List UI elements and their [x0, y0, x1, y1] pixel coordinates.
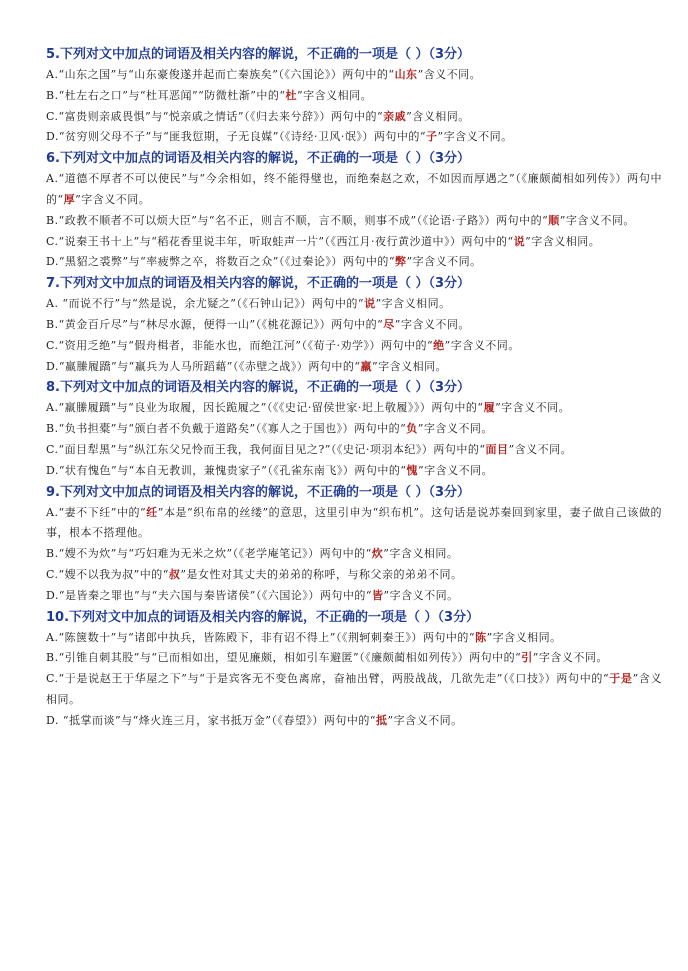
answer-option [46, 65, 662, 86]
highlighted-keyword: 说 [513, 234, 526, 248]
highlighted-keyword: 叔 [168, 567, 181, 581]
option-text-end: ”字含义不同。 [559, 213, 635, 227]
highlighted-keyword: 负 [406, 422, 418, 436]
highlighted-keyword: 山东 [394, 68, 418, 81]
option-text: B.“政教不顺者不可以烦大臣”与“名不正，则言不顺，言不顺，则事不成”（《论语·子路》）两句中的“ [46, 213, 549, 227]
answer-option [46, 440, 662, 461]
option-text-end: ”字含义不同。 [418, 463, 494, 477]
option-text-end: ”字含义不同。 [495, 401, 571, 415]
answer-option [46, 315, 662, 336]
question-block [46, 377, 662, 481]
option-text-end: ”字含义相同。 [486, 630, 562, 644]
highlighted-keyword: 履 [483, 401, 496, 415]
highlighted-keyword: 抵 [376, 713, 388, 727]
option-text: A.“道德不厚者不可以使民”与“今余相如，终不能得璧也，而绝秦赵之欢，不如因而厚遇之”（《廉颇蔺相如列传》）两句中的“ [46, 172, 662, 206]
answer-option [46, 252, 662, 273]
option-text: A.“山东之国”与“山东豪俊遂并起而亡秦族矣”（《六国论》）两句中的“ [46, 68, 395, 81]
answer-option [46, 336, 662, 357]
highlighted-keyword: 引 [521, 651, 533, 665]
highlighted-keyword: 于是 [609, 672, 633, 686]
option-text-end: ”字含义不同。 [444, 338, 520, 352]
answer-option [46, 628, 662, 649]
question-block [46, 148, 662, 273]
option-text: B.“黄金百斤尽”与“林尽水源，便得一山”（《桃花源记》）两句中的“ [46, 317, 384, 331]
answer-option [46, 294, 662, 315]
highlighted-keyword: 绝 [433, 338, 445, 352]
answer-option [46, 127, 662, 148]
answer-option [46, 711, 662, 732]
question-block [46, 607, 662, 732]
highlighted-keyword: 亲戚 [383, 109, 407, 123]
question-title: 8.下列对文中加点的词语及相关内容的解说，不正确的一项是（ ）（3分） [46, 380, 471, 396]
option-text: D.“贫穷则父母不子”与“匪我愆期，子无良媒”（《诗经·卫风·氓》）两句中的“ [46, 130, 427, 144]
highlighted-keyword: 羸 [360, 359, 373, 373]
question-title: 6.下列对文中加点的词语及相关内容的解说，不正确的一项是（ ）（3分） [46, 151, 471, 167]
answer-option [46, 398, 662, 419]
option-text-end: ”字含义不同。 [406, 255, 482, 269]
option-text: D. “抵掌而谈”与“烽火连三月，家书抵万金”（《春望》）两句中的“ [46, 713, 377, 727]
option-text: C.“于是说赵王于华屋之下”与“于是宾客无不变色离席，奋袖出臂，两股战战，几欲先走”（《口技》）两句中的“ [46, 672, 610, 686]
option-text: C.“嫂不以我为叔”中的“ [46, 567, 169, 581]
option-text: C.“资用乏绝”与“假舟楫者，非能水也，而绝江河”（《荀子·劝学》）两句中的“ [46, 338, 434, 352]
option-text: D.“状有愧色”与“本自无教训，兼愧贵家子”（《孔雀东南飞》）两句中的“ [46, 463, 407, 477]
answer-option [46, 86, 662, 107]
highlighted-keyword: 弊 [395, 255, 407, 269]
answer-option [46, 461, 662, 482]
highlighted-keyword: 纴 [146, 505, 158, 519]
answer-option [46, 648, 662, 669]
option-text-end: ”字含义相同。 [375, 297, 451, 311]
question-title: 7.下列对文中加点的词语及相关内容的解说，不正确的一项是（ ）（3分） [46, 276, 471, 292]
option-text-end: ”字含义不同。 [383, 588, 459, 602]
question-block [46, 482, 662, 607]
option-text-end: ”含义相同。 [46, 672, 663, 706]
answer-option [46, 669, 662, 711]
question-title: 9.下列对文中加点的词语及相关内容的解说，不正确的一项是（ ）（3分） [46, 484, 471, 500]
highlighted-keyword: 杜 [285, 88, 297, 102]
option-text-end: ”字含义相同。 [383, 547, 459, 561]
option-text: D.“羸縢履蹻”与“羸兵为人马所蹈藉”（《赤壁之战》）两句中的“ [46, 359, 361, 373]
answer-option [46, 232, 662, 253]
option-text-end: ”字含义不同。 [417, 422, 493, 436]
option-text-end: ”字含义不同。 [437, 130, 513, 144]
option-text: C.“说秦王书十上”与“稻花香里说丰年，听取蛙声一片”（《西江月·夜行黄沙道中》）两句中的“ [46, 234, 514, 248]
answer-option [46, 565, 662, 586]
option-text-end: ”字含义不同。 [532, 651, 608, 665]
option-text-end: ”字含义相同。 [525, 234, 601, 248]
option-text-end: ”含义不同。 [417, 68, 482, 81]
option-text: A.“陈箧数十”与“诸郎中执兵，皆陈殿下，非有诏不得上”（《荆轲刺秦王》）两句中的“ [46, 630, 476, 644]
question-title: 10.下列对文中加点的词语及相关内容的解说，不正确的一项是（ ）（3分） [46, 609, 480, 625]
answer-option [46, 107, 662, 128]
answer-option [46, 419, 662, 440]
answer-option [46, 586, 662, 607]
answer-option [46, 544, 662, 565]
highlighted-keyword: 面目 [485, 442, 509, 456]
answer-option [46, 503, 662, 545]
option-text-end: ”是女性对其丈夫的弟弟的称呼，与称父亲的弟弟不同。 [180, 567, 463, 581]
option-text: A.“羸縢履蹻”与“良业为取履，因长跪履之”（《《史记·留侯世家·圯上敬履》》）两句中的“ [46, 401, 484, 415]
question-list [46, 44, 662, 732]
option-text: B.“负书担橐”与“颁白者不负戴于道路矣”（《寡人之于国也》）两句中的“ [46, 422, 407, 436]
answer-option [46, 357, 662, 378]
highlighted-keyword: 子 [426, 130, 438, 144]
highlighted-keyword: 厚 [63, 192, 76, 206]
option-text-end: ”字含义不同。 [75, 192, 151, 206]
question-block [46, 44, 662, 148]
option-text-end: ”含义相同。 [406, 109, 470, 123]
question-title: 5.下列对文中加点的词语及相关内容的解说，不正确的一项是（ ）（3分） [46, 47, 471, 62]
option-text: B.“杜左右之口”与“杜耳恶闻”“防微杜渐”中的“ [46, 88, 286, 102]
option-text-end: ”字含义不同。 [387, 713, 463, 727]
option-text-end: ”字含义相同。 [296, 88, 373, 102]
highlighted-keyword: 陈 [475, 630, 487, 644]
question-block [46, 273, 662, 377]
highlighted-keyword: 顺 [548, 213, 560, 227]
option-text-end: ”字含义不同。 [394, 317, 470, 331]
option-text: B.“嫂不为炊”与“巧妇难为无米之炊”（《老学庵笔记》）两句中的“ [46, 547, 372, 561]
highlighted-keyword: 炊 [371, 547, 384, 561]
option-text: C.“富贵则亲戚畏惧”与“悦亲戚之情话”（《归去来兮辞》）两句中的“ [46, 109, 384, 123]
answer-option [46, 211, 662, 232]
option-text: B.“引锥自刺其股”与“已而相如出，望见廉颇，相如引车避匿”（《廉颇蔺相如列传》）两句中的“ [46, 651, 522, 665]
answer-option [46, 169, 662, 211]
option-text-end: ”含义不同。 [508, 442, 573, 456]
option-text: A. “而说不行”与“然是说，余尤疑之”（《石钟山记》）两句中的“ [46, 297, 365, 311]
highlighted-keyword: 皆 [372, 588, 384, 602]
option-text: A.“妻不下纴”中的“ [46, 505, 147, 519]
highlighted-keyword: 尽 [383, 317, 395, 331]
option-text: D.“是皆秦之罪也”与“夫六国与秦皆诸侯”（《六国论》）两句中的“ [46, 588, 373, 602]
option-text: C.“面目犁黑”与“纵江东父兄怜而王我，我何面目见之?”（《史记·项羽本纪》）两句中的“ [46, 442, 486, 456]
option-text-end: ”字含义相同。 [372, 359, 448, 373]
option-text-end: ”本是“织布帛的丝缕”的意思，这里引申为“织布机”。这句话是说苏秦回到家里，妻子做自己该做的事，根本不搭理他。 [46, 505, 662, 540]
highlighted-keyword: 愧 [406, 463, 419, 477]
option-text: D.“黑貂之裘弊”与“率疲弊之卒，将数百之众”（《过秦论》）两句中的“ [46, 255, 396, 269]
highlighted-keyword: 说 [364, 297, 376, 311]
